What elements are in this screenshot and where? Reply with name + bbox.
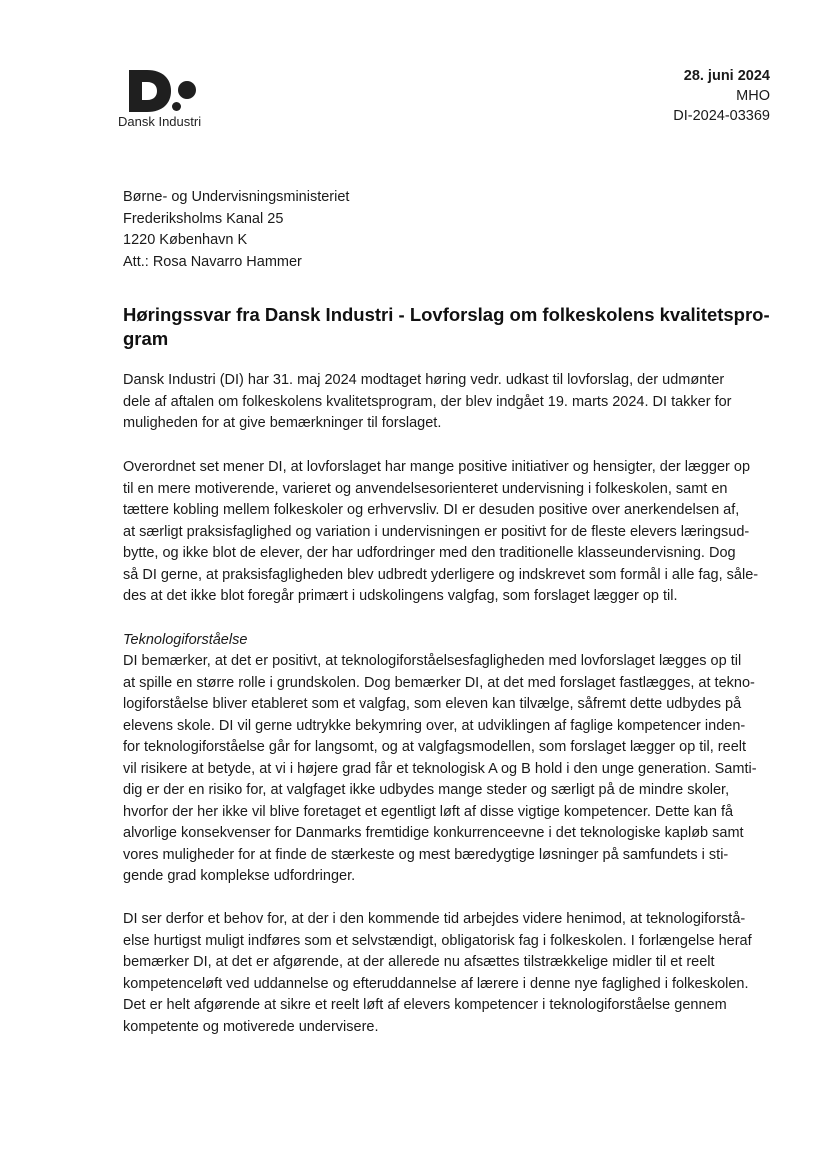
dansk-industri-logo-icon xyxy=(129,70,199,112)
text-line: vores muligheder for at finde de stærkeste og mest bæredygtige løsninger på samfundets i sti- xyxy=(123,846,729,863)
text-line: Overordnet set mener DI, at lovforslaget har mange positive initiativer og hensigter, der lægger op xyxy=(123,459,751,475)
text-line: gende grad komplekse udfordringer. xyxy=(123,868,356,884)
paragraph-technology xyxy=(123,651,773,888)
text-line: bytte, og ikke blot de elever, der har udfordringer med den traditionelle klasseundervisning. Dog xyxy=(123,545,736,561)
logo-text: Dansk Industri xyxy=(118,114,202,129)
text-line: vil risikere at betyde, at vi i højere grad får et teknologisk A og B hold i den unge generation. Samti- xyxy=(123,760,757,777)
section-subheading: Teknologiforståelse xyxy=(123,632,248,648)
text-line: at særligt praksisfaglighed og variation i undervisningen er positivt for de fleste elevers læringsud- xyxy=(123,523,750,540)
text-line: des at det ikke blot foregår primært i udskolingens valgfag, som forslaget lægger op til. xyxy=(123,588,678,604)
company-logo xyxy=(118,70,228,132)
document-date: 28. juni 2024 xyxy=(683,68,770,84)
text-line: til en mere motiverende, varieret og anvendelsesorienteret undervisning i folkeskolen, samt en xyxy=(123,480,728,497)
recipient-line: Att.: Rosa Navarro Hammer xyxy=(123,253,302,270)
text-line: for teknologiforståelse går for langsomt, og at valgfagsmodellen, som forslaget lægger op til, reelt xyxy=(123,739,747,755)
text-line: logiforståelse bliver etableret som et valgfag, som eleven kan tilvælge, såfremt dette udbydes på xyxy=(123,696,742,712)
text-line: alvorlige konsekvenser for Danmarks fremtidige konkurrenceevne i det teknologiske kapløb samt xyxy=(123,825,744,841)
text-line: så DI gerne, at praksisfagligheden blev udbredt yderligere og indskrevet som formål i alle fag, såle- xyxy=(123,566,759,583)
text-line: DI ser derfor et behov for, at der i den kommende tid arbejdes videre henimod, at teknologiforstå- xyxy=(123,911,746,927)
title-line: gram xyxy=(123,328,169,349)
text-line: Dansk Industri (DI) har 31. maj 2024 modtaget høring vedr. udkast til lovforslag, der udmønter xyxy=(123,372,725,388)
text-line: hvorfor der her ikke vil blive foretaget et egentligt løft af disse vigtige kompetencer. Dette kan få xyxy=(123,803,734,820)
recipient-line: Børne- og Undervisningsministeriet xyxy=(123,189,350,205)
paragraph-intro xyxy=(123,370,773,435)
text-line: elevens skole. DI vil gerne udtrykke bekymring over, at udviklingen af faglige kompetencer inden- xyxy=(123,717,746,734)
text-line: dig er der en risiko for, at valgfaget ikke udbydes mange steder og særligt på de mindre skoler, xyxy=(123,782,730,798)
recipient-address xyxy=(123,187,349,273)
text-line: kompetenceløft ved uddannelse og efteruddannelse af lærere i denne nye faglighed i folkeskolen. xyxy=(123,975,749,992)
document-meta xyxy=(673,66,770,126)
title-line: Høringssvar fra Dansk Industri - Lovforslag om folkeskolens kvalitetspro- xyxy=(123,304,770,325)
author-initials: MHO xyxy=(736,88,770,104)
paragraph-overall xyxy=(123,457,773,608)
text-line: muligheden for at give bemærkninger til forslaget. xyxy=(123,415,442,431)
text-line: dele af aftalen om folkeskolens kvalitetsprogram, der blev indgået 19. marts 2024. DI takker for xyxy=(123,393,732,410)
text-line: else hurtigst muligt indføres som et selvstændigt, obligatorisk fag i folkeskolen. I forlængelse heraf xyxy=(123,932,752,949)
text-line: at spille en større rolle i grundskolen. Dog bemærker DI, at det med forslaget fastlægges, at tekno- xyxy=(123,674,755,691)
text-line: bemærker DI, at det er afgørende, at der allerede nu afsættes tilstrækkelige midler til et reelt xyxy=(123,954,715,970)
text-line: DI bemærker, at det er positivt, at teknologiforståelsesfagligheden med lovforslaget lægges op til xyxy=(123,653,742,669)
recipient-line: Frederiksholms Kanal 25 xyxy=(123,210,284,227)
text-line: tættere kobling mellem folkeskoler og erhvervsliv. DI er desuden positive over anerkendelsen af, xyxy=(123,502,740,518)
text-line: kompetente og motiverede undervisere. xyxy=(123,1018,379,1035)
document-title xyxy=(123,303,773,351)
text-line: Det er helt afgørende at sikre et reelt løft af elevers kompetencer i teknologiforståelse gennem xyxy=(123,997,727,1013)
document-reference: DI-2024-03369 xyxy=(673,108,770,124)
recipient-line: 1220 København K xyxy=(123,232,248,248)
paragraph-recommendation xyxy=(123,909,773,1038)
